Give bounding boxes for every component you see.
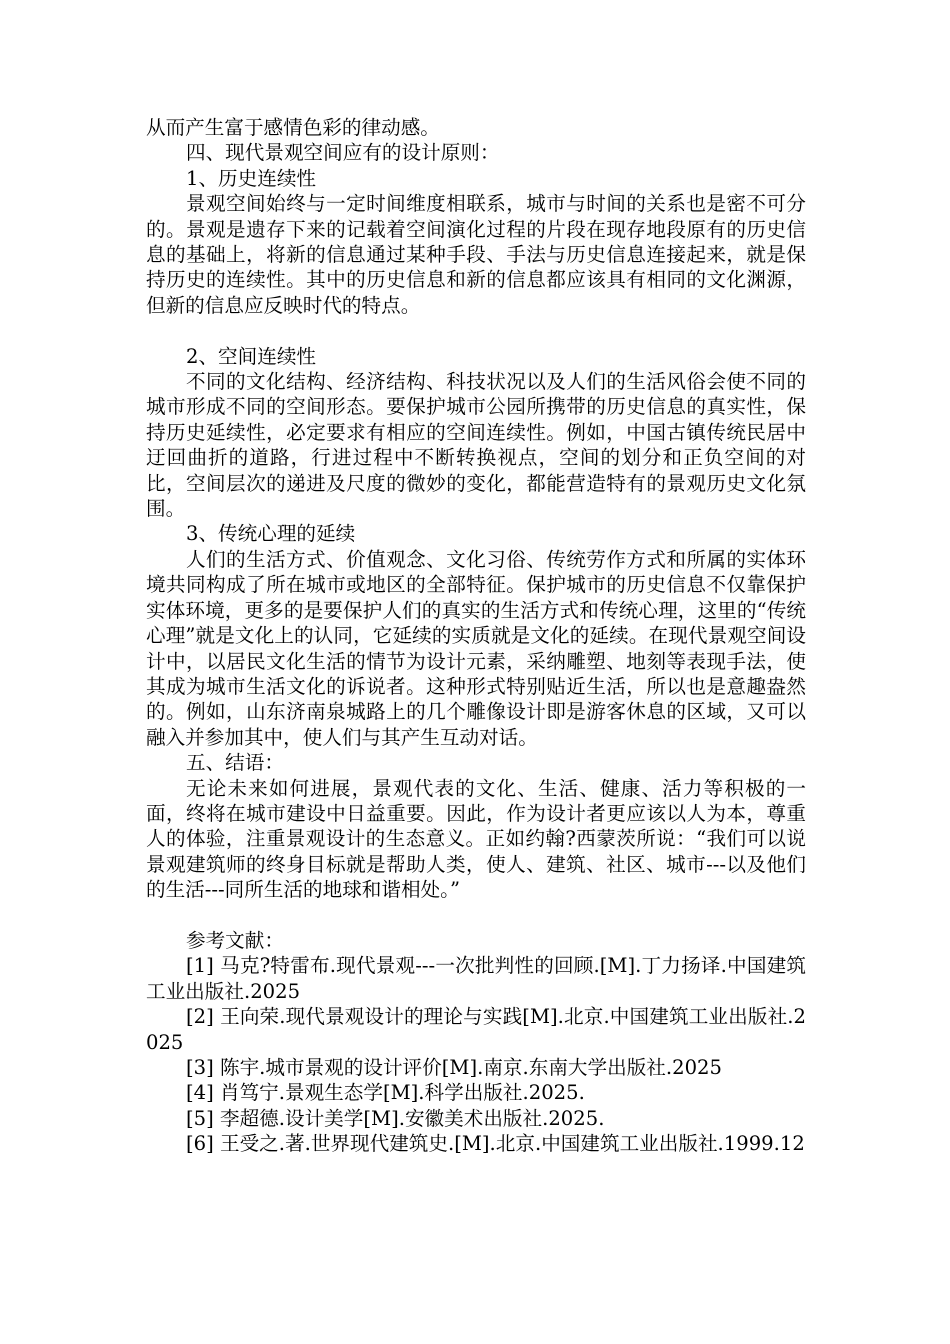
reference-item: [3] 陈宇.城市景观的设计评价[M].南京.东南大学出版社.2025 [186,1056,722,1079]
reference-item: [6] 王受之.著.世界现代建筑史.[M].北京.中国建筑工业出版社.1999.12 [186,1132,805,1156]
reference-item: [2] 王向荣.现代景观设计的理论与实践[M].北京.中国建筑工业出版社.2025 [146,1005,806,1054]
blank-line [146,318,806,343]
reference-item: [5] 李超德.设计美学[M].安徽美术出版社.2025. [186,1106,605,1130]
paragraph-history-continuity: 景观空间始终与一定时间维度相联系，城市与时间的关系也是密不可分的。景观是遗存下来的记载着空间演化过程的片段在现存地段原有的历史信息的基础上，将新的信息通过某种手段、手法与历史信息连接起来，就是保持历史的连续性。其中的历史信息和新的信息都应该具有相同的文化渊源，但新的信息应反映时代的特点。 [146,192,806,317]
subheading-traditional-psychology: 3、传统心理的延续 [186,522,356,546]
section-heading-4: 四、现代景观空间应有的设计原则： [186,141,500,165]
paragraph-traditional-psychology: 人们的生活方式、价值观念、文化习俗、传统劳作方式和所属的实体环境共同构成了所在城市或地区的全部特征。保护城市的历史信息不仅靠保护实体环境，更多的是要保护人们的真实的生活方式和传统心理，这里的“传统心理”就是文化上的认同，它延续的实质就是文化的延续。在现代景观空间设计中，以居民文化生活的情节为设计元素，采纳雕塑、地刻等表现手法，使其成为城市生活文化的诉说者。这种形式特别贴近生活，所以也是意趣盎然的。例如，山东济南泉城路上的几个雕像设计即是游客休息的区域，又可以融入并参加其中，使人们与其产生互动对话。 [146,547,806,749]
references-heading: 参考文献： [186,928,284,952]
subheading-space-continuity: 2、空间连续性 [186,344,317,368]
subheading-history-continuity: 1、历史连续性 [186,166,317,190]
blank-line [146,903,806,928]
continuation-paragraph: 从而产生富于感情色彩的律动感。 [146,116,440,139]
paragraph-space-continuity: 不同的文化结构、经济结构、科技状况以及人们的生活风俗会使不同的城市形成不同的空间形态。要保护城市公园所携带的历史信息的真实性，保持历史延续性，必定要求有相应的空间连续性。例如，中国古镇传统民居中迂回曲折的道路，行进过程中不断转换视点，空间的划分和正负空间的对比，空间层次的递进及尺度的微妙的变化，都能营造特有的景观历史文化氛围。 [146,370,806,521]
paragraph-conclusion: 无论未来如何进展，景观代表的文化、生活、健康、活力等积极的一面，终将在城市建设中日益重要。因此，作为设计者更应该以人为本，尊重人的体验，注重景观设计的生态意义。正如约翰?西蒙茨所说：“我们可以说景观建筑师的终身目标就是帮助人类，使人、建筑、社区、城市---以及他们的生活---同所生活的地球和谐相处。” [146,776,806,902]
reference-item: [1] 马克?特雷布.现代景观---一次批判性的回顾.[M].丁力扬译.中国建筑工业出版社.2025 [146,954,806,1003]
references-list [146,953,806,1156]
reference-item: [4] 肖笃宁.景观生态学[M].科学出版社.2025. [186,1081,585,1105]
document-page [146,115,806,1157]
section-heading-5: 五、结语： [186,751,284,775]
